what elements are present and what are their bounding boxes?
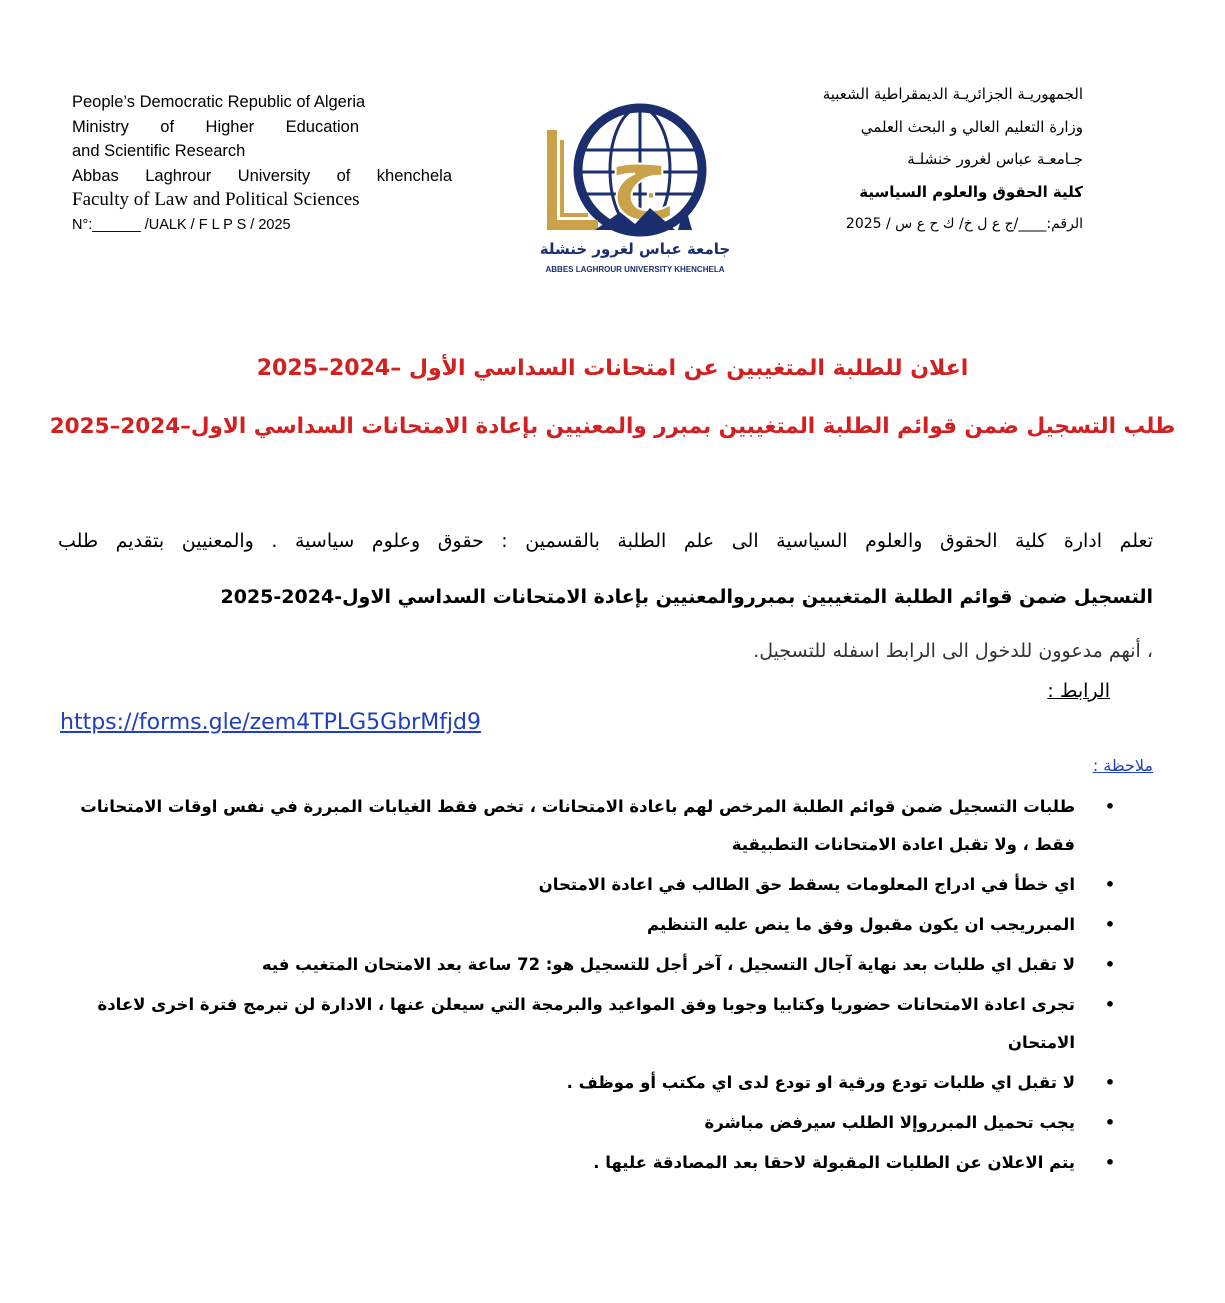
header-en-research: and Scientific Research — [72, 142, 246, 160]
bullet-icon: • — [1104, 1113, 1116, 1132]
list-item: • يجب تحميل المبرروإلا الطلب سيرفض مباشرة — [72, 1104, 1117, 1142]
body-paragraph-intro: تعلم ادارة كلية الحقوق والعلوم السياسية الى علم الطلبة بالقسمين : حقوق وعلوم سياسية . والمعنيين بتقديم طلب — [58, 530, 1153, 552]
logo-latin-name: ABBES LAGHROUR UNIVERSITY KHENCHELA — [545, 265, 725, 274]
arabic-header — [753, 78, 1083, 241]
notes-list — [72, 788, 1117, 1184]
bullet-icon: • — [1104, 1073, 1116, 1092]
registration-form-link[interactable]: https://forms.gle/zem4TPLG5GbrMfjd9 — [60, 710, 482, 735]
notes-label: ملاحظة : — [1092, 756, 1153, 775]
header-en-university: Abbas Laghrour University of khenchela — [72, 166, 452, 185]
list-item: • يتم الاعلان عن الطلبات المقبولة لاحقا بعد المصادقة عليها . — [72, 1144, 1117, 1182]
bullet-icon: • — [1104, 915, 1116, 934]
logo-arabic-name: جامعة عباس لغرور خنشلة — [540, 240, 730, 258]
header-ar-ministry: وزارة التعليم العالي و البحث العلمي — [860, 117, 1083, 136]
header-en-republic: People’s Democratic Republic of Algeria — [72, 93, 366, 111]
bullet-icon: • — [1104, 955, 1116, 974]
header-en-faculty: Faculty of Law and Political Sciences — [72, 189, 360, 210]
bullet-icon: • — [1104, 875, 1116, 894]
header-ar-reference: الرقم:____/ج ع ل خ/ ك ح ع س / 2025 — [845, 216, 1083, 232]
header-en-reference: N°:______ /UALK / F L P S / 2025 — [72, 216, 291, 233]
list-item: • طلبات التسجيل ضمن قوائم الطلبة المرخص لهم باعادة الامتحانات ، تخص فقط الغيابات المبررة في نفس اوقات الامتحانات فقط ، ولا تقبل اعادة الامتحانات التطبيقية — [72, 788, 1117, 864]
list-item: • تجرى اعادة الامتحانات حضوريا وكتابيا وجوبا وفق المواعيد والبرمجة التي سيعلن عنها ، الادارة لن تبرمج فترة اخرى لاعادة الامتحان — [72, 986, 1117, 1062]
bullet-icon: • — [1104, 1153, 1116, 1172]
header-ar-republic: الجمهوريـة الجزائريـة الديمقراطية الشعبية — [822, 85, 1083, 103]
list-item: • لا تقبل اي طلبات تودع ورقية او تودع لدى اي مكتب أو موظف . — [72, 1064, 1117, 1102]
link-label: الرابط : — [1047, 680, 1110, 702]
bullet-icon: • — [1104, 995, 1116, 1014]
list-item: • اي خطأ في ادراج المعلومات يسقط حق الطالب في اعادة الامتحان — [72, 866, 1117, 904]
logo-monogram: ج — [609, 121, 671, 221]
header-en-ministry: Ministry of Higher Education — [72, 117, 359, 136]
announcement-subtitle: طلب التسجيل ضمن قوائم الطلبة المتغيبين بمبرر والمعنيين بإعادة الامتحانات السداسي الاول–2024–2025 — [49, 414, 1176, 439]
list-item: • المبرريجب ان يكون مقبول وفق ما ينص عليه التنظيم — [72, 906, 1117, 944]
header-ar-faculty: كلية الحقوق والعلوم السياسية — [859, 182, 1083, 201]
body-paragraph-invitation: ، أنهم مدعوون للدخول الى الرابط اسفله للتسجيل. — [753, 640, 1153, 662]
university-logo — [540, 100, 730, 280]
list-item: • لا تقبل اي طلبات بعد نهاية آجال التسجيل ، آخر أجل للتسجيل هو: 72 ساعة بعد الامتحان المتغيب فيه — [72, 946, 1117, 984]
body-paragraph-registration: التسجيل ضمن قوائم الطلبة المتغيبين بمبرروالمعنيين بإعادة الامتحانات السداسي الاول-2024-2025 — [220, 586, 1153, 608]
header-ar-university: جـامعـة عباس لغرور خنشلـة — [907, 150, 1083, 168]
bullet-icon: • — [1104, 797, 1116, 816]
english-header — [72, 90, 452, 237]
announcement-title: اعلان للطلبة المتغيبين عن امتحانات السداسي الأول –2024–2025 — [256, 356, 969, 381]
